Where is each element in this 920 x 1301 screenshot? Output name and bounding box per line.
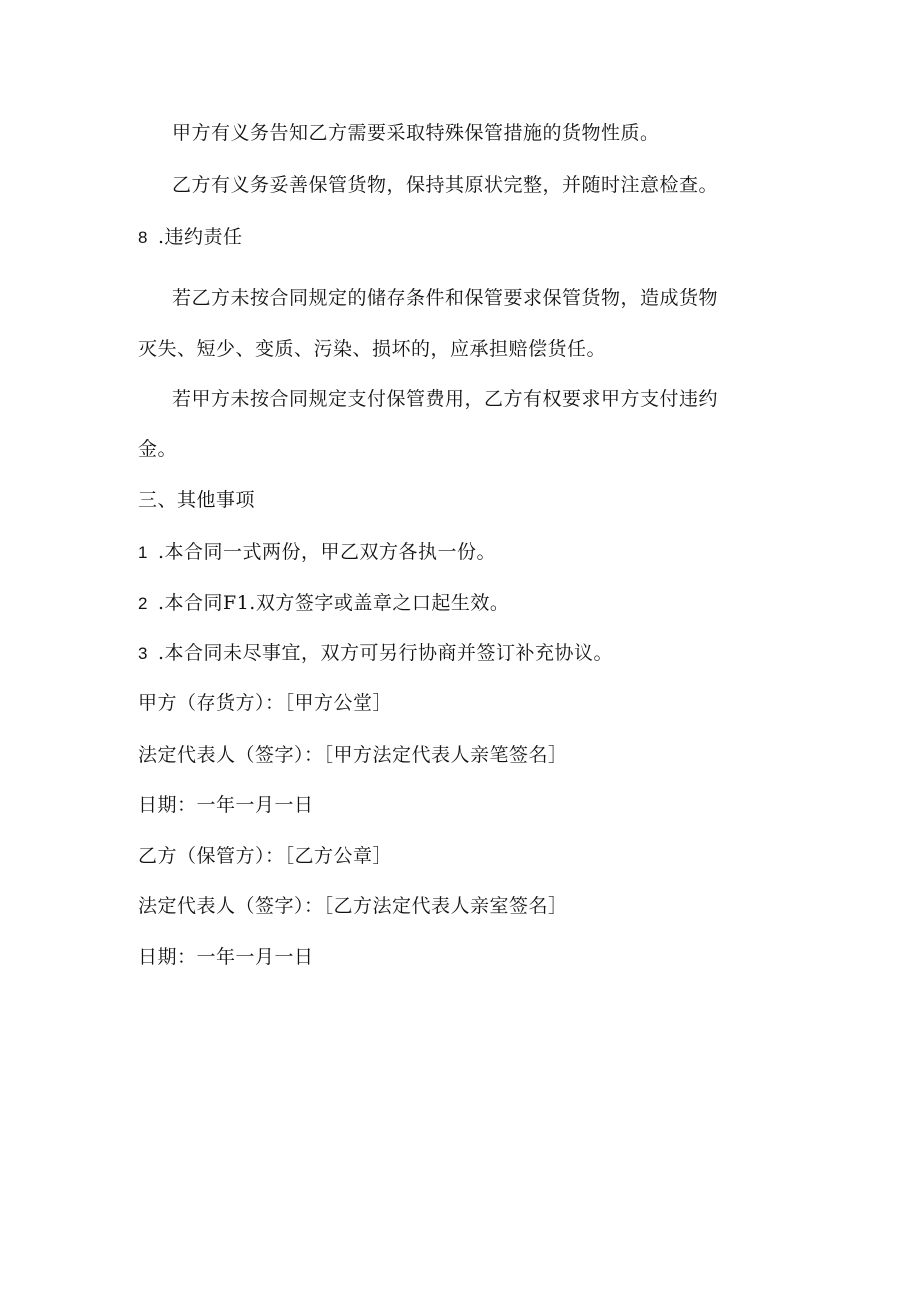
paragraph-breach-a-line1	[172, 386, 812, 412]
paragraph-text: 乙方有义务妥善保管货物，保持其原状完整，并随时注意检查。	[172, 174, 719, 196]
signature-field: 甲方（存货方）：［甲方公堂］	[138, 692, 393, 714]
date-field: 日期：一年一月一日	[138, 794, 314, 816]
clause-text: .本合同未尽事宜，双方可另行协商并签订补充协议。	[157, 642, 614, 664]
section-number: 8	[138, 228, 148, 247]
section-heading-other	[138, 487, 778, 513]
clause-1	[138, 539, 778, 566]
paragraph-text: 若乙方未按合同规定的储存条件和保管要求保管货物，造成货物	[172, 287, 719, 309]
party-a-seal-line	[138, 690, 778, 716]
clause-number: 3	[138, 644, 148, 663]
paragraph-breach-b-line1	[172, 285, 812, 311]
section-title: 三、其他事项	[138, 489, 256, 511]
party-a-date-line	[138, 792, 778, 818]
clause-2	[138, 590, 778, 617]
clause-number: 2	[138, 594, 148, 613]
signature-field: 法定代表人（签字）：［乙方法定代表人亲室签名］	[138, 895, 568, 917]
clause-number: 1	[138, 543, 148, 562]
paragraph-text: 灭失、短少、变质、污染、损坏的，应承担赔偿货任。	[138, 338, 607, 360]
paragraph-party-b-duty	[172, 172, 812, 198]
section-title: .违约责任	[157, 226, 243, 248]
paragraph-breach-b-line2	[138, 336, 778, 362]
signature-field: 乙方（保管方）：［乙方公章］	[138, 845, 393, 867]
paragraph-party-a-duty	[172, 120, 812, 146]
party-a-representative-line	[138, 742, 778, 768]
paragraph-text: 金。	[138, 438, 178, 460]
clause-3	[138, 640, 778, 667]
paragraph-breach-a-line2	[138, 436, 778, 462]
paragraph-text: 若甲方未按合同规定支付保管费用，乙方有权要求甲方支付违约	[172, 388, 719, 410]
date-field: 日期：一年一月一日	[138, 946, 314, 968]
party-b-seal-line	[138, 843, 778, 869]
clause-text: .本合同F1.双方签字或盖章之口起生效。	[157, 592, 510, 614]
party-b-date-line	[138, 944, 778, 970]
section-heading-breach	[138, 224, 778, 251]
clause-text: .本合同一式两份，甲乙双方各执一份。	[157, 541, 497, 563]
paragraph-text: 甲方有义务告知乙方需要采取特殊保管措施的货物性质。	[172, 122, 660, 144]
party-b-representative-line	[138, 893, 778, 919]
signature-field: 法定代表人（签字）：［甲方法定代表人亲笔签名］	[138, 744, 568, 766]
